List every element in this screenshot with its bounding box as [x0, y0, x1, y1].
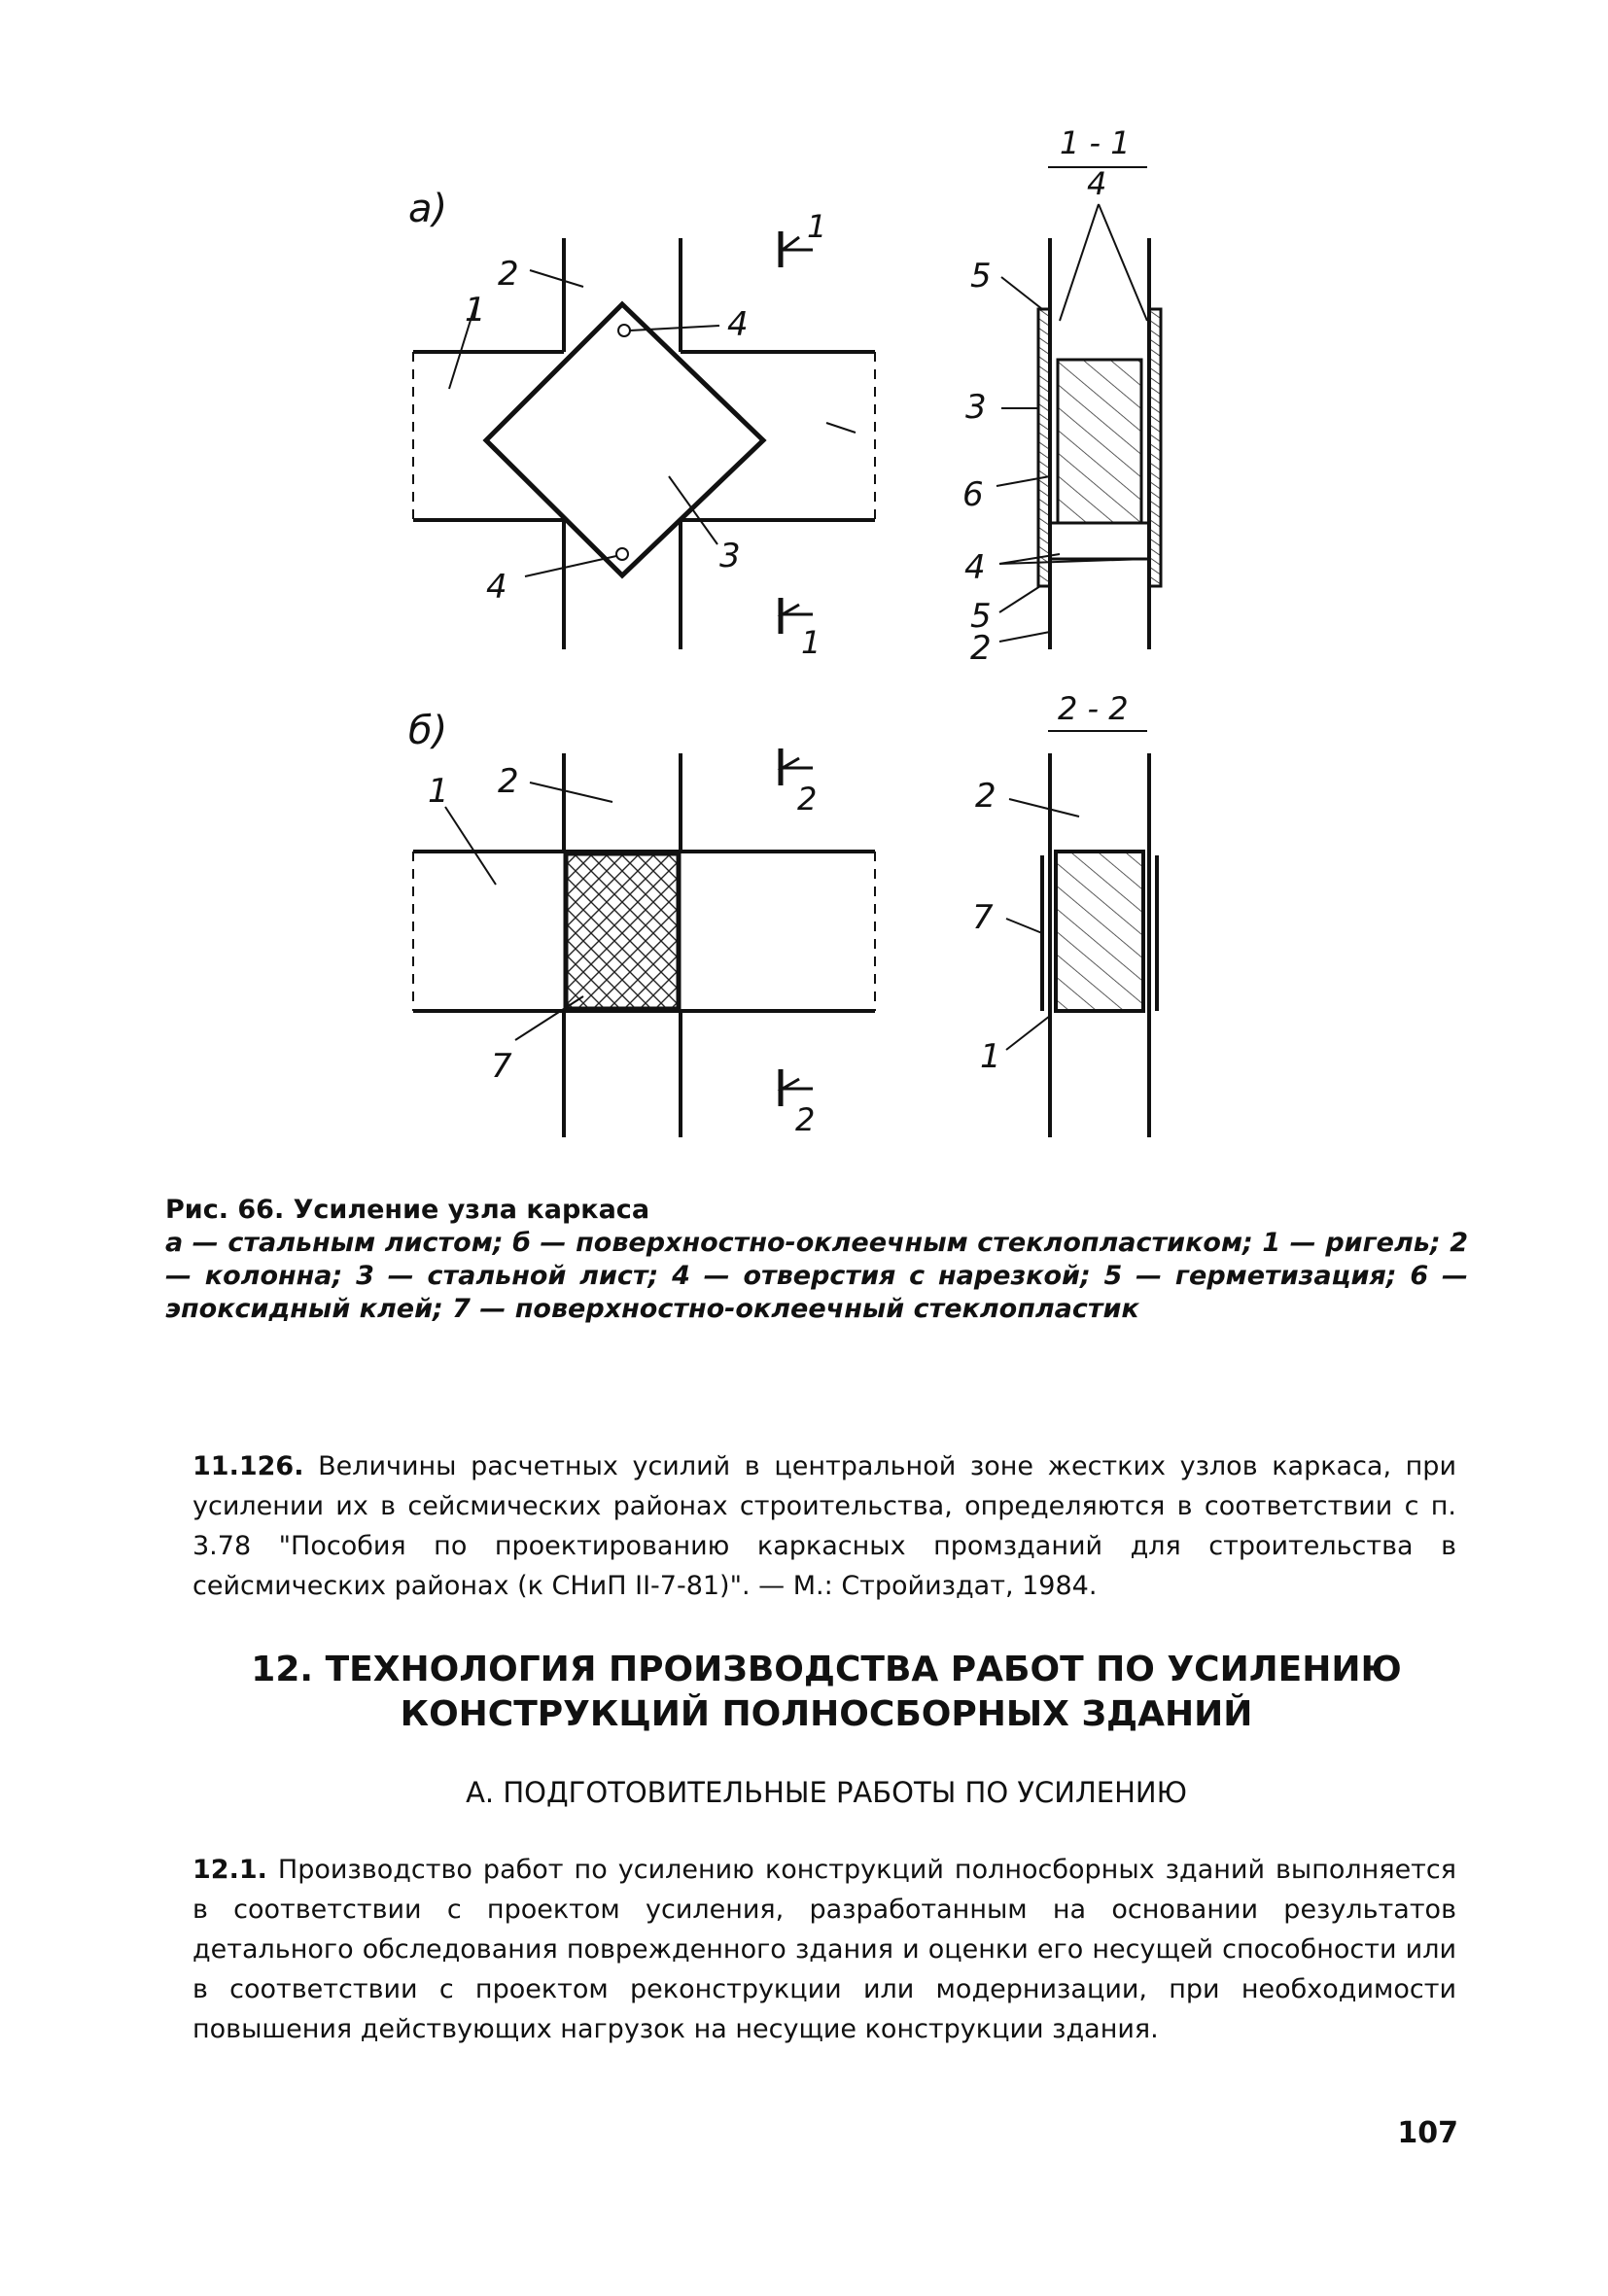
svg-text:2: 2: [498, 255, 519, 294]
svg-text:3: 3: [965, 388, 987, 427]
svg-text:3: 3: [719, 537, 741, 575]
paragraph-12-1: [192, 1850, 1456, 2049]
paragraph-number: 12.1.: [192, 1855, 267, 1885]
svg-text:4: 4: [1087, 165, 1107, 202]
caption-text: а — стальным листом; б — поверхностно-оклеечным стеклопластиком; 1 — ригель; 2 — колонна; 3 — стальной лист; 4 — отверстия с нарезкой; 5 — герметизация; 6 — эпоксидный клей; 7 — поверхностно-оклеечный стеклопластик: [165, 1228, 1468, 1324]
subsection-heading: А. ПОДГОТОВИТЕЛЬНЫЕ РАБОТЫ ПО УСИЛЕНИЮ: [466, 1776, 1187, 1809]
svg-text:4: 4: [964, 548, 986, 587]
fiberglass-patch: [566, 853, 679, 1009]
svg-text:7: 7: [972, 898, 994, 937]
paragraph-number: 11.126.: [192, 1451, 304, 1481]
section-1-title: 1 - 1: [1060, 124, 1131, 161]
svg-text:2: 2: [498, 762, 519, 801]
svg-text:5: 5: [970, 257, 992, 296]
svg-text:1: 1: [980, 1037, 1001, 1076]
steel-plate: [486, 304, 763, 575]
figure-b-plan: [408, 709, 875, 1138]
svg-text:4: 4: [486, 568, 507, 607]
svg-text:7: 7: [491, 1047, 512, 1086]
svg-text:1: 1: [807, 208, 827, 245]
section-1-1: [962, 124, 1161, 668]
caption-title: Рис. 66. Усиление узла каркаса: [165, 1195, 650, 1225]
svg-text:4: 4: [727, 305, 749, 344]
svg-text:1: 1: [465, 291, 486, 330]
paragraph-text: Производство работ по усилению конструкций полносборных зданий выполняется в соответствии с проектом усиления, разработанным на основании результатов детального обследования поврежденного здания и оценки его несущей способности или в соответствии с проектом реконструкции или модернизации, при необходимости повышения действующих нагрузок на несущие конструкции здания.: [192, 1855, 1457, 2044]
paragraph-11-126: [192, 1446, 1456, 1606]
section-heading: [175, 1648, 1478, 1737]
label-a: а): [408, 187, 448, 231]
page-number: 107: [1397, 2116, 1458, 2150]
figure-caption: [165, 1194, 1468, 1326]
svg-text:1: 1: [428, 772, 449, 811]
section-heading-line2: КОНСТРУКЦИЙ ПОЛНОСБОРНЫХ ЗДАНИЙ: [400, 1694, 1253, 1734]
section-2-title: 2 - 2: [1058, 690, 1129, 727]
figure-a-plan: [408, 187, 875, 661]
svg-text:2: 2: [970, 629, 992, 668]
paragraph-text: Величины расчетных усилий в центральной зоне жестких узлов каркаса, при усилении их в сейсмических районах строительства, определяются в соответствии с п. 3.78 "Пособия по проектированию каркасных промзданий для строительства в сейсмических районах (к СНиП II-7-81)". — М.: Стройиздат, 1984.: [192, 1451, 1456, 1601]
svg-text:1: 1: [801, 624, 821, 661]
svg-text:2: 2: [975, 777, 996, 816]
svg-text:2: 2: [795, 1101, 816, 1138]
svg-text:5: 5: [970, 597, 992, 636]
svg-text:2: 2: [797, 781, 818, 818]
label-b: б): [408, 709, 448, 753]
section-heading-line1: 12. ТЕХНОЛОГИЯ ПРОИЗВОДСТВА РАБОТ ПО УСИЛЕНИЮ: [251, 1650, 1402, 1689]
svg-text:6: 6: [962, 475, 984, 514]
section-2-2: [972, 690, 1157, 1137]
